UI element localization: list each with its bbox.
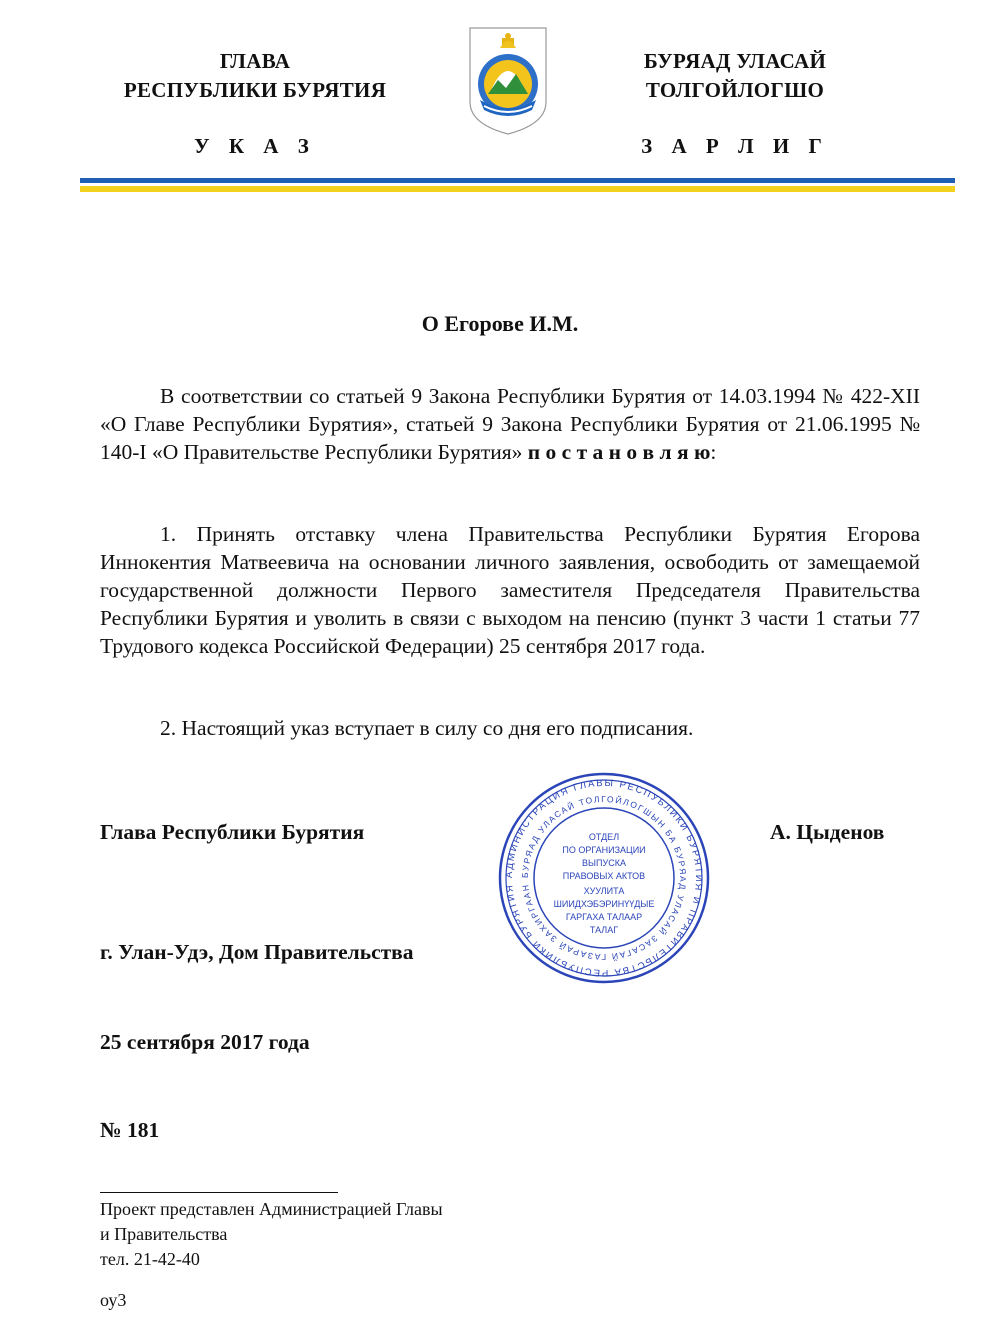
doc-type-ukaz: У К А З	[194, 134, 316, 158]
decree-colon: :	[710, 440, 717, 464]
coat-of-arms-emblem	[466, 24, 550, 136]
footer-code: оу3	[100, 1290, 127, 1310]
document-title: О Егорове И.М.	[421, 311, 579, 336]
doc-type-zarlig: З А Р Л И Г	[641, 134, 829, 158]
footer-divider	[100, 1192, 338, 1193]
stamp-line: ПРАВОВЫХ АКТОВ	[562, 871, 646, 881]
footer-line1: Проект представлен Администрацией Главы	[100, 1199, 443, 1219]
stamp-line: ГАРГАХА ТАЛААР	[565, 912, 643, 922]
header-left-line1: ГЛАВА	[219, 49, 291, 73]
place-of-signing: г. Улан-Удэ, Дом Правительства	[100, 940, 414, 964]
signature-name: А. Цыденов	[770, 820, 885, 844]
decree-item-2: 2. Настоящий указ вступает в силу со дня его подписания.	[160, 716, 694, 740]
header-right-line2: ТОЛГОЙЛОГШО	[645, 78, 825, 102]
stamp-line: ВЫПУСКА	[582, 858, 626, 868]
stamp-line: ТАЛАГ	[589, 925, 619, 935]
header-left-line2: РЕСПУБЛИКИ БУРЯТИЯ	[123, 78, 387, 102]
signature-position: Глава Республики Бурятия	[100, 820, 365, 844]
preamble-text: В соответствии со статьей 9 Закона Республики Бурятия от 14.03.1994 № 422-XII «О Главе Республики Бурятия», статьей 9 Закона Республики Бурятия от 21.06.1995 № 140-I «О Правительстве Республики Бурятия»	[100, 384, 920, 464]
stamp-line: ПО ОРГАНИЗАЦИИ	[562, 845, 646, 855]
document-date: 25 сентября 2017 года	[100, 1030, 310, 1054]
decree-item-1: 1. Принять отставку члена Правительства Республики Бурятия Егорова Иннокентия Матвеевича на основании личного заявления, освободить от замещаемой государственной должности Первого заместителя Председателя Правительства Республики Бурятия и уволить в связи с выходом на пенсию (пункт 3 части 1 статьи 77 Трудового кодекса Российской Федерации) 25 сентября 2017 года.	[100, 522, 920, 658]
preamble-paragraph	[100, 382, 920, 466]
decree-word: п о с т а н о в л я ю	[527, 440, 711, 464]
header-right-line1: БУРЯАД УЛАСАЙ	[643, 49, 827, 73]
stamp-line: ХУУЛИТА	[583, 886, 625, 896]
footer-line2: и Правительства	[100, 1224, 228, 1244]
stamp-outer-ring: АДМИНИСТРАЦИЯ ГЛАВЫ РЕСПУБЛИКИ БУРЯТИЯ И ПРАВИТЕЛЬСТВА РЕСПУБЛИКИ БУРЯТИЯ	[503, 777, 705, 979]
stamp-line: ОТДЕЛ	[588, 832, 620, 842]
footer-phone: тел. 21-42-40	[100, 1249, 200, 1269]
header-stripe-yellow	[80, 186, 955, 192]
official-stamp	[496, 770, 712, 986]
document-number: № 181	[100, 1118, 160, 1142]
stamp-line: ШИИДХЭБЭРИНҮҮДЫЕ	[553, 899, 655, 909]
stamp-inner-ring: БУРЯАД УЛАСАЙ ТОЛГОЙЛОГШЫН БА БУРЯАД УЛАСАЙ ЗАСАГАЙ ГАЗАРАЙ ЗАХИРГААН	[519, 793, 689, 963]
